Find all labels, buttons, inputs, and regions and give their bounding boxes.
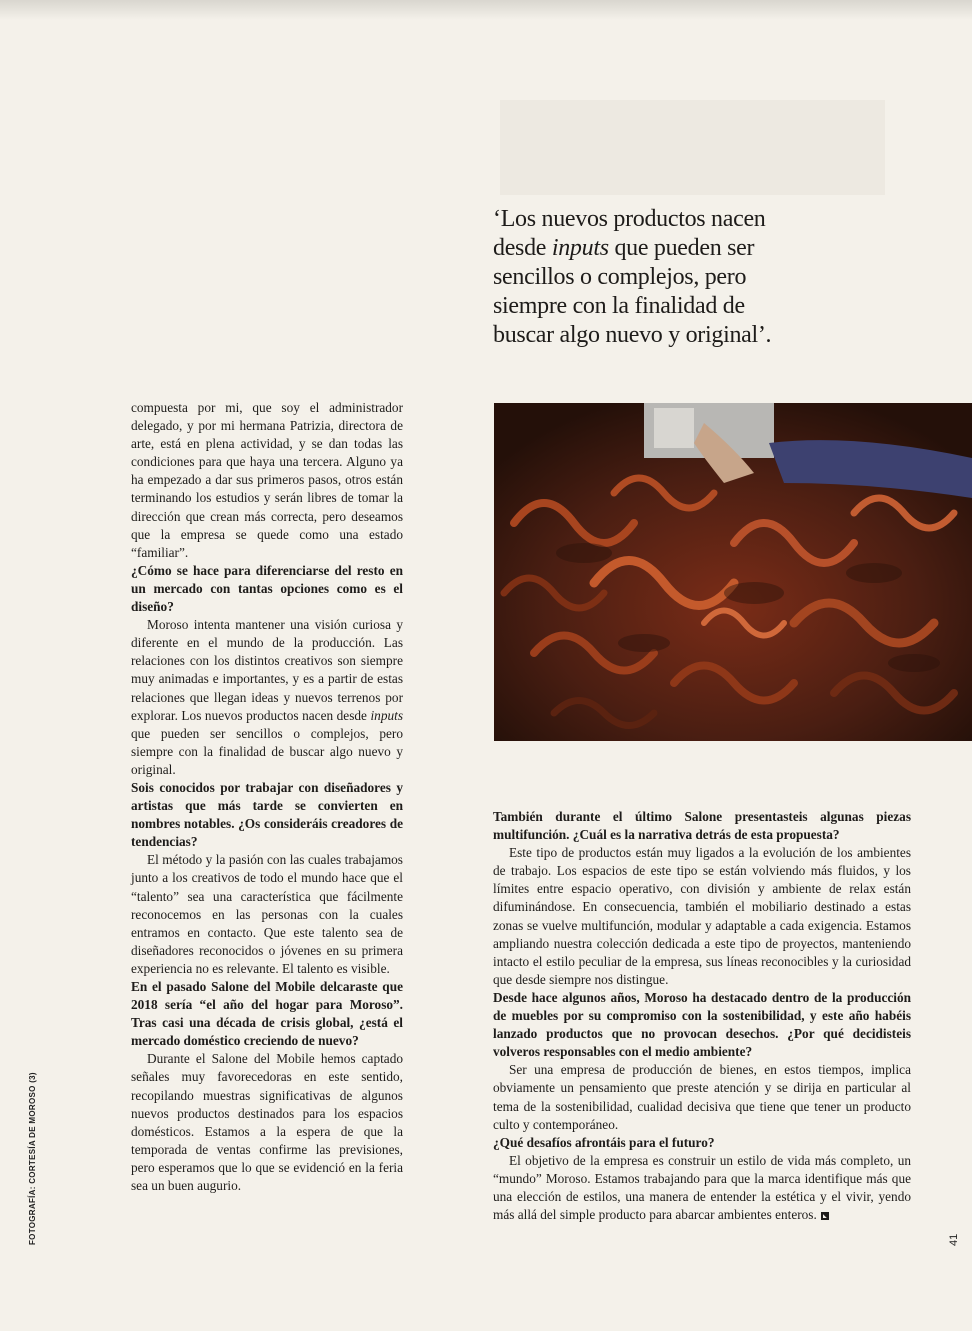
answer-sostenibilidad: Ser una empresa de producción de bienes, en estos tiempos, implica obviamente un pensamiento que preste atención y se dirija en particular al tema de la sostenibilidad, cualidad decisiva que tiene que tener un producto culto y contemporáneo. (493, 1062, 911, 1132)
felt-ruffle-photo (494, 403, 972, 741)
paragraph-intro: compuesta por mi, que soy el administrador delegado, y por mi hermana Patrizia, directora de arte, está en plena actividad, y se dan todas las condiciones para que haya una tercera. Alguno ya ha empezado a dar sus primeros pasos, otros están terminando los estudios y serán libres de tomar la dirección que crean más correcta, pero deseamos que la empresa se quede como una estado “familiar”. (131, 400, 403, 560)
pull-quote: ‘Los nuevos productos nacen desde inputs que pueden ser sencillos o complejos, pero siempre con la finalidad de buscar algo nuevo y original’. (493, 206, 772, 348)
answer-diferenciarse: Moroso intenta mantener una visión curiosa y diferente en el mundo de la producción. Las relaciones con los distintos creativos son siempre muy animadas e importantes, y es a partir de estas relaciones que llegan ideas y nuevos terrenos por explorar. Los nuevos productos nacen desde inputs que pueden ser sencillos o complejos, pero siempre con la finalidad de buscar algo nuevo y original. (131, 617, 403, 777)
bleed-through-area (500, 100, 885, 195)
answer-futuro: El objetivo de la empresa es construir un estilo de vida más completo, un “mundo” Moroso. Estamos trabajando para que la marca identifique más que una elección de estilos, una manera de entender la estética y el vivir, yendo más allá del simple producto para abarcar ambientes enteros. (493, 1152, 911, 1223)
answer-multifuncion: Este tipo de productos están muy ligados a la evolución de los ambientes de trabajo. Los espacios de este tipo se están volviendo más fluidos, y los límites entre espacio operativo, con división y ambiente de relax están difuminándose. En consecuencia, también el mobiliario destinado a estas zonas se vuelve multifunción, modular y adaptable a cada exigencia. Estamos ampliando nuestra colección dedicada a este tipo de proyectos, manteniendo intacto el estilo peculiar de la empresa, sus líneas reconocibles y la curiosidad que desde siempre nos distingue. (493, 845, 911, 987)
answer-tendencias: El método y la pasión con las cuales trabajamos junto a los creativos de todo el mundo hace que el “talento” sea una característica que fácilmente reconocemos en las personas con la cuales entramos en contacto. Que este talento sea de diseñadores reconocidos o jóvenes en su primera experiencia no es relevante. El talento es visible. (131, 852, 403, 976)
question-ano-del-hogar: En el pasado Salone del Mobile delcaraste que 2018 sería “el año del hogar para Moroso”. Tras casi una década de crisis global, ¿está el mercado doméstico creciendo de nuevo? (131, 979, 403, 1049)
question-tendencias: Sois conocidos por trabajar con diseñadores y artistas que más tarde se convierten en nombres notables. ¿Os consideráis creadores de tendencias? (131, 779, 403, 850)
page-top-shadow (0, 0, 972, 20)
answer-ano-del-hogar: Durante el Salone del Mobile hemos captado señales muy favorecedoras en este sentido, recopilando muestras significativas de algunos nuevos productos destinados para los espacios domésticos. Estamos a la espera de que la temporada de ventas confirme las previsiones, pero esperamos que lo que se evidenció en la feria sea un buen augurio. (131, 1051, 403, 1194)
question-multifuncion: También durante el último Salone presentasteis algunas piezas multifunción. ¿Cuál es la narrativa detrás de esta propuesta? (493, 809, 911, 843)
right-text-column (493, 808, 911, 1224)
question-sostenibilidad: Desde hace algunos años, Moroso ha destacado dentro de la producción de muebles por su compromiso con la sostenibilidad, y este año habéis lanzado productos que no provocan desechos. ¿Por qué decidisteis volveros responsables con el medio ambiente? (493, 989, 911, 1060)
page-number: 41 (948, 1233, 960, 1246)
question-diferenciarse: ¿Cómo se hace para diferenciarse del resto en un mercado con tantas opciones como es el diseño? (131, 562, 403, 615)
left-text-column (131, 399, 403, 1195)
question-futuro: ¿Qué desafíos afrontáis para el futuro? (493, 1134, 715, 1150)
photo-credit: FOTOGRAFÍA: CORTESÍA DE MOROSO (3) (28, 1072, 37, 1245)
end-of-article-icon (821, 1212, 829, 1220)
